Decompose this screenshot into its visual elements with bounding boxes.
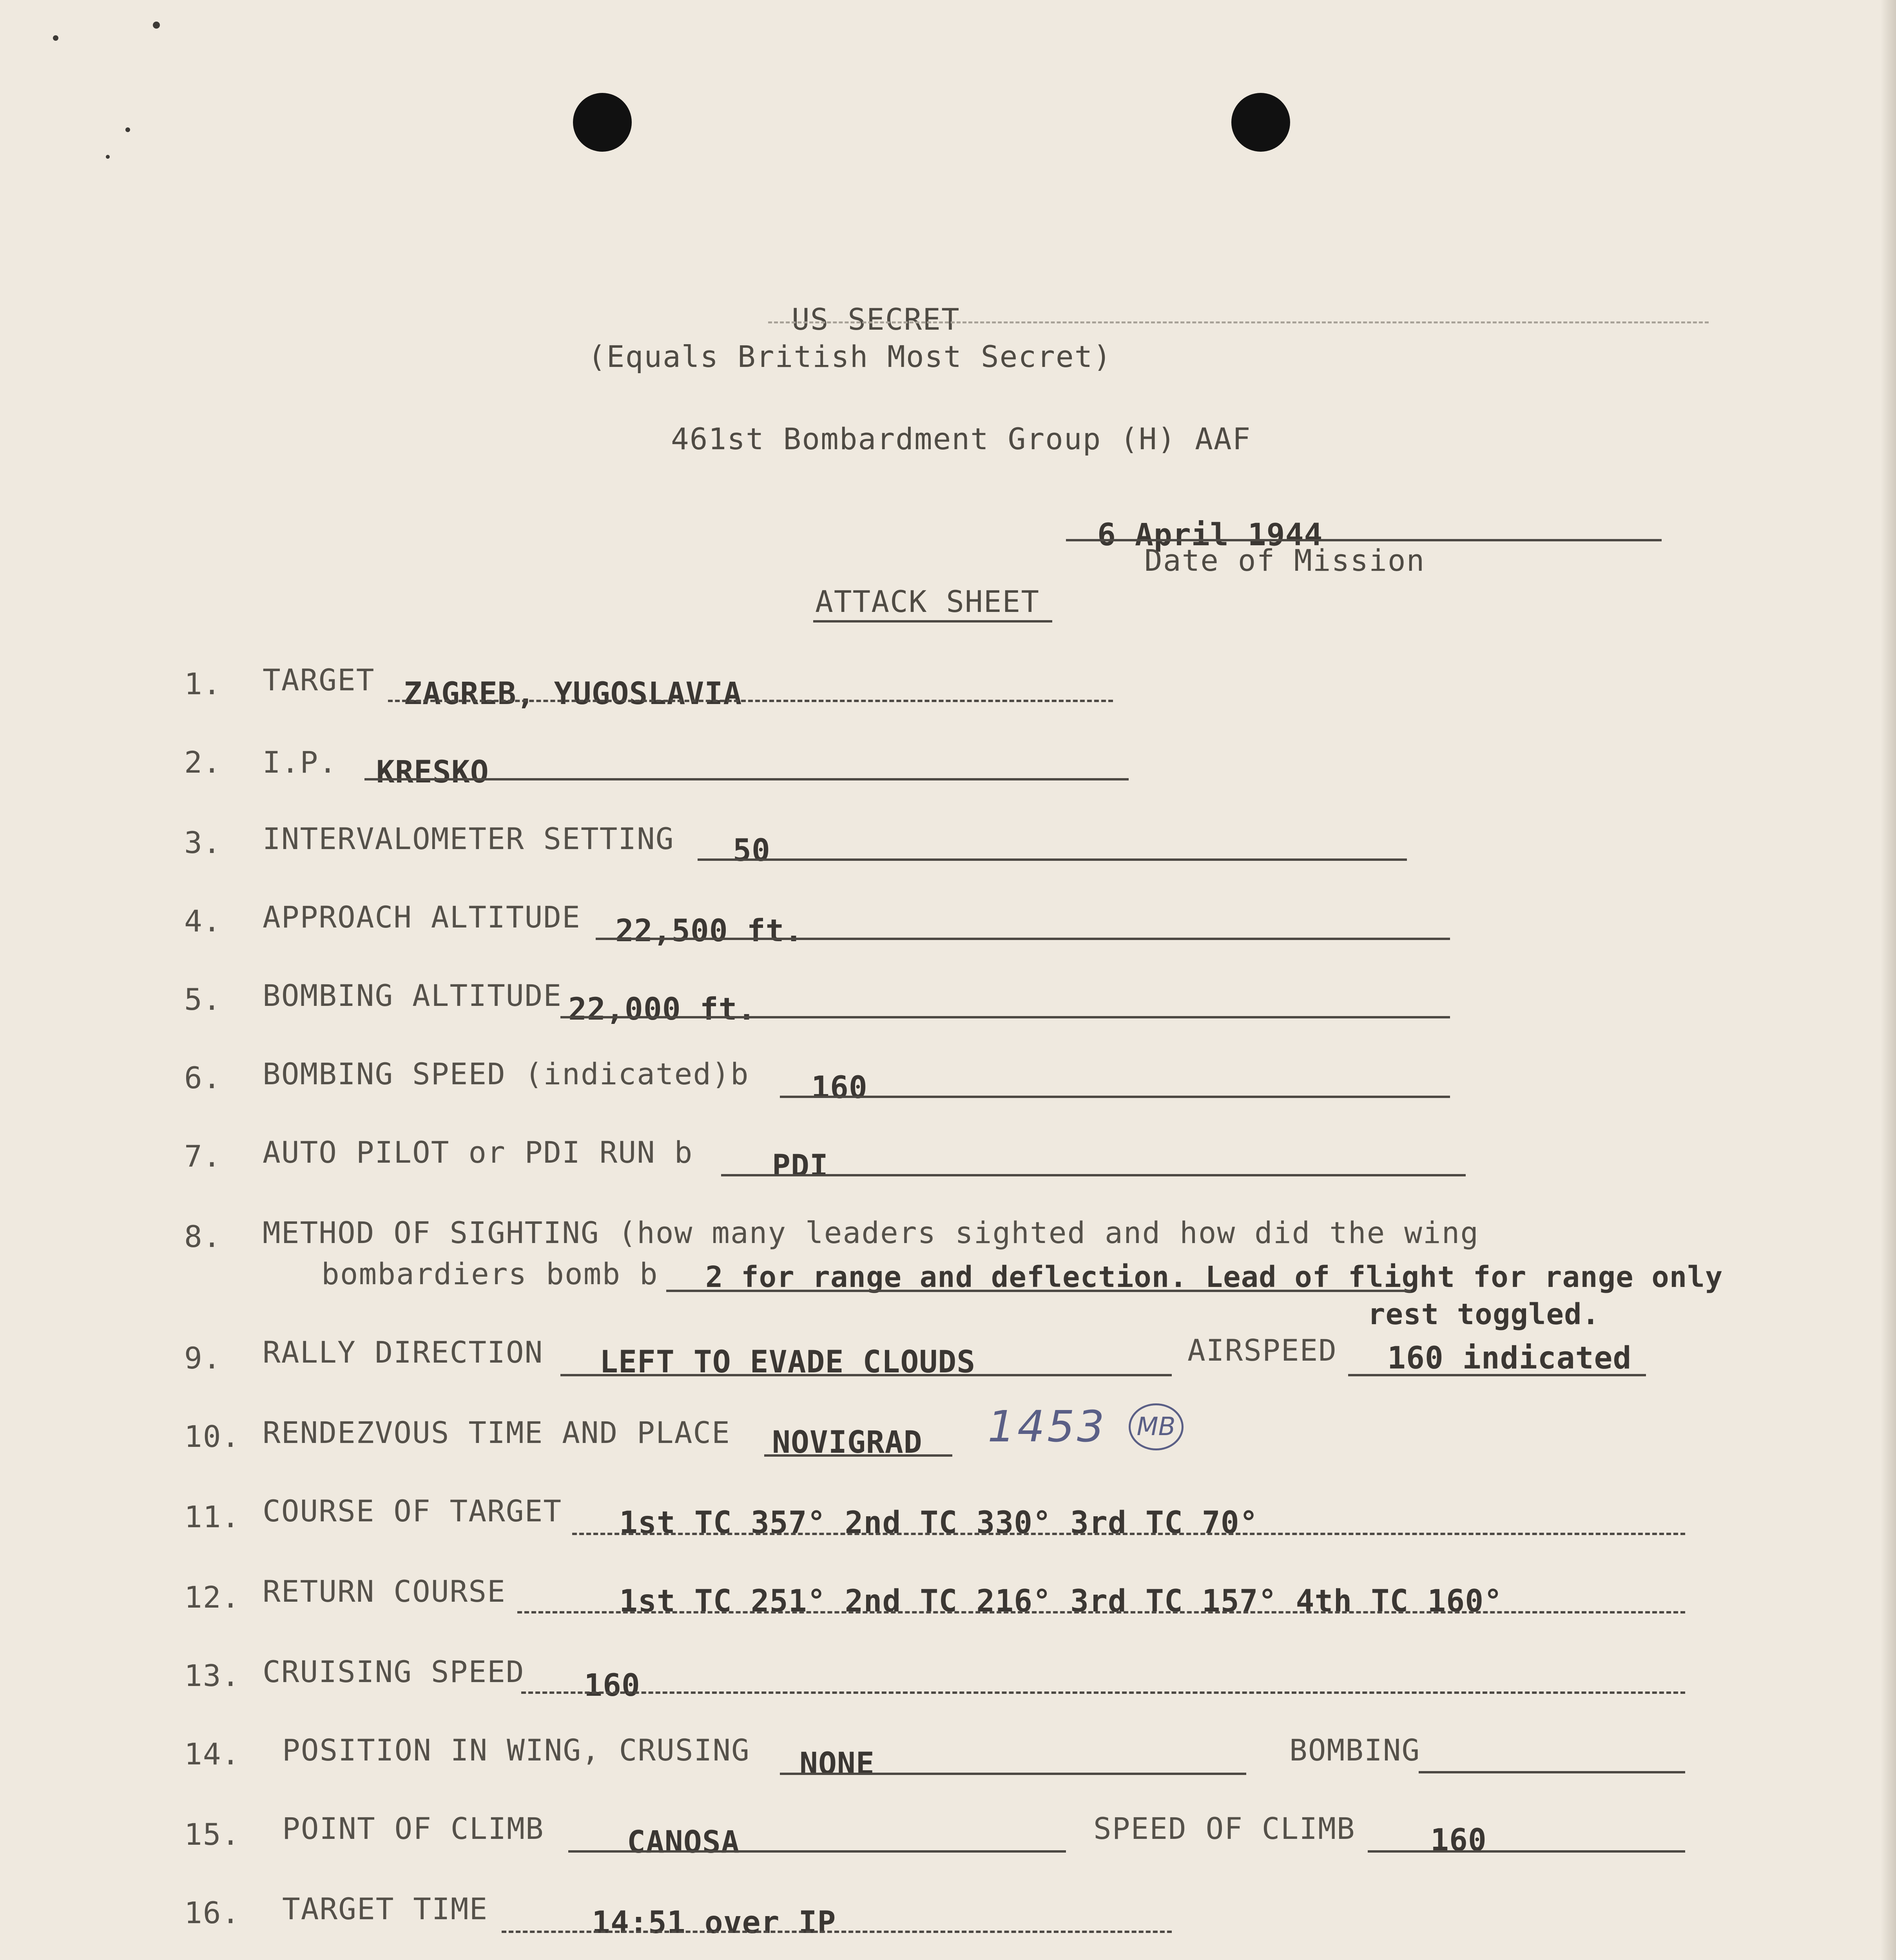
handwritten-initials: MB [1129, 1403, 1184, 1450]
item-line [721, 1174, 1466, 1176]
item-label-target: TARGET [263, 662, 375, 697]
item-line [560, 1016, 1450, 1018]
item-label-return-course: RETURN COURSE [263, 1574, 506, 1609]
ink-speck [106, 155, 110, 159]
item-line [1419, 1771, 1685, 1773]
item-value-course-of-target: 1st TC 357° 2nd TC 330° 3rd TC 70° [619, 1505, 1258, 1541]
classification-marking: US SECRET [792, 302, 960, 337]
item-line [517, 1611, 1685, 1613]
item-line [764, 1454, 952, 1457]
item-number: 10. [184, 1419, 241, 1454]
item-label-intervalometer: INTERVALOMETER SETTING [263, 821, 674, 856]
item-number: 2. [184, 745, 222, 780]
item-label-position-in-wing: POSITION IN WING, CRUSING [282, 1733, 750, 1768]
item-line [568, 1850, 1066, 1853]
item-line [1348, 1374, 1646, 1376]
item-label-approach-altitude: APPROACH ALTITUDE [263, 900, 581, 935]
handwritten-time: 1453 [988, 1401, 1107, 1452]
unit-name: 461st Bombardment Group (H) AAF [671, 421, 1251, 456]
item-number: 1. [184, 666, 222, 701]
item-value-position-in-wing: NONE [799, 1746, 875, 1782]
item-line [780, 1773, 1246, 1775]
item-label-point-of-climb: POINT OF CLIMB [282, 1811, 544, 1846]
item-label-pilot-run: AUTO PILOT or PDI RUN b [263, 1135, 693, 1170]
item-number: 16. [184, 1895, 241, 1930]
item-label-method-of-sighting-cont: bombardiers bomb b [321, 1256, 658, 1291]
item-value-pilot-run: PDI [772, 1149, 828, 1184]
item-line [666, 1290, 1411, 1292]
item-number: 13. [184, 1658, 241, 1693]
item-label-speed-of-climb: SPEED OF CLIMB [1093, 1811, 1356, 1846]
item-line [560, 1374, 1172, 1376]
item-label-course-of-target: COURSE OF TARGET [263, 1494, 562, 1528]
classification-strike [768, 321, 1709, 323]
item-line [521, 1691, 1685, 1694]
item-number: 14. [184, 1737, 241, 1771]
item-value-point-of-climb: CANOSA [627, 1825, 740, 1860]
item-number: 9. [184, 1341, 222, 1376]
item-label-cruising-speed: CRUISING SPEED [263, 1654, 525, 1689]
item-number: 15. [184, 1817, 241, 1852]
item-line [364, 778, 1129, 780]
sheet-title: ATTACK SHEET [815, 584, 1040, 619]
item-line [572, 1533, 1685, 1535]
item-line [388, 700, 1113, 702]
date-caption: Date of Mission [1144, 543, 1425, 578]
item-value-airspeed: 160 indicated [1387, 1341, 1632, 1376]
item-value-ip: KRESKO [376, 755, 489, 790]
item-line [596, 938, 1450, 940]
item-label-bombing: BOMBING [1289, 1733, 1421, 1768]
item-value-cruising-speed: 160 [584, 1668, 640, 1703]
item-label-ip: I.P. [263, 745, 338, 780]
mission-date: 6 April 1944 [1097, 517, 1323, 553]
sheet-title-underline [813, 620, 1052, 622]
item-number: 8. [184, 1219, 222, 1254]
item-value-intervalometer: 50 [733, 833, 770, 868]
item-value-rally-direction: LEFT TO EVADE CLOUDS [600, 1345, 976, 1380]
item-value-speed-of-climb: 160 [1430, 1823, 1487, 1858]
item-value-return-course: 1st TC 251° 2nd TC 216° 3rd TC 157° 4th TC 160° [619, 1584, 1503, 1619]
item-value-target: ZAGREB, YUGOSLAVIA [404, 676, 742, 711]
item-label-method-of-sighting: METHOD OF SIGHTING (how many leaders sighted and how did the wing [263, 1215, 1479, 1250]
item-number: 7. [184, 1139, 222, 1174]
item-value-approach-altitude: 22,500 ft. [615, 913, 803, 949]
item-label-rally-direction: RALLY DIRECTION [263, 1335, 544, 1370]
item-line [698, 858, 1407, 861]
item-number: 11. [184, 1499, 241, 1534]
item-line [1368, 1850, 1685, 1853]
item-line [502, 1931, 1172, 1933]
page-edge-shadow [1880, 0, 1896, 1960]
item-number: 3. [184, 825, 222, 860]
item-label-bombing-altitude: BOMBING ALTITUDE [263, 978, 562, 1013]
item-value-rendezvous: NOVIGRAD [772, 1425, 923, 1460]
item-number: 4. [184, 904, 222, 938]
date-underline [1066, 539, 1662, 541]
item-value-bombing-speed: 160 [811, 1070, 868, 1105]
item-label-rendezvous: RENDEZVOUS TIME AND PLACE [263, 1415, 730, 1450]
item-value-bombing-altitude: 22,000 ft. [568, 992, 756, 1027]
item-number: 5. [184, 982, 222, 1017]
item-value-method-of-sighting: 2 for range and deflection. Lead of flight for range only [705, 1260, 1723, 1294]
classification-equivalence: (Equals British Most Secret) [588, 339, 1112, 374]
ink-speck [53, 35, 58, 41]
item-value-method-of-sighting-cont: rest toggled. [1368, 1298, 1600, 1331]
item-label-bombing-speed: BOMBING SPEED (indicated)b [263, 1056, 749, 1091]
item-number: 12. [184, 1580, 241, 1615]
ink-speck [125, 127, 130, 132]
punch-hole-right [1231, 93, 1290, 152]
item-label-target-time: TARGET TIME [282, 1891, 488, 1926]
ink-speck [153, 22, 160, 29]
item-label-airspeed: AIRSPEED [1187, 1333, 1338, 1368]
item-value-target-time: 14:51 over IP [592, 1905, 836, 1940]
item-number: 6. [184, 1060, 222, 1095]
item-line [780, 1096, 1450, 1098]
punch-hole-left [573, 93, 632, 152]
